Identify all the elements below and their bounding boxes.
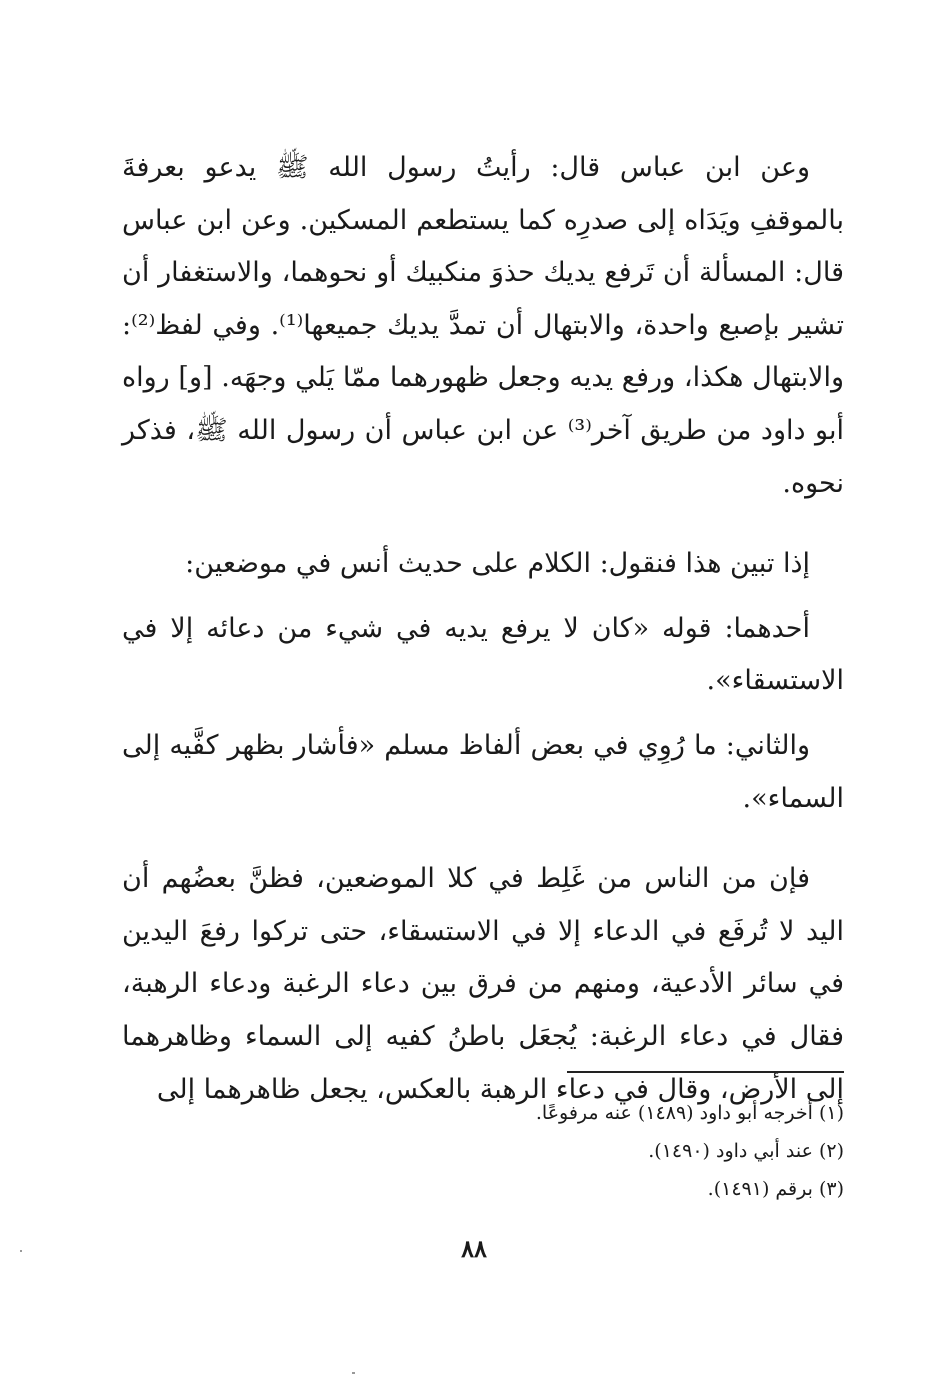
- paragraph-first-point: أحدهما: قوله «كان لا يرفع يديه في شيء من دعائه إلا في الاستسقاء».: [122, 612, 844, 697]
- footnote-divider: [567, 1071, 844, 1073]
- paragraph-second-point: والثاني: ما رُوِي في بعض ألفاظ مسلم «فأشار بظهر كفَّيه إلى السماء».: [122, 729, 844, 814]
- footnote-1: (١) أخرجه أبو داود (١٤٨٩) عنه مرفوعًا.: [535, 1102, 844, 1124]
- scan-speck: [20, 1250, 22, 1252]
- footnote-3: (٣) برقم (١٤٩١).: [707, 1178, 844, 1200]
- paragraph-intro: إذا تبين هذا فنقول: الكلام على حديث أنس في موضعين:: [185, 548, 810, 580]
- page-number: ٨٨: [461, 1234, 487, 1263]
- paragraph-discussion: فإن من الناس من غَلِط في كلا الموضعين، فظنَّ بعضُهم أن اليد لا تُرفَع في الدعاء إلا في الاستسقاء، حتى تركوا رفعَ اليدين في سائر الأدعية، ومنهم من فرق بين دعاء الرغبة ودعاء الرهبة، فقال في دعاء الرغبة: يُجعَل باطنُ كفيه إلى السماء وظاهرهما إلى الأرض، وقال في دعاء الرهبة بالعكس، يجعل ظاهرهما إلى: [122, 863, 844, 1105]
- scan-speck: [352, 1372, 355, 1374]
- footnote-2: (٢) عند أبي داود (١٤٩٠).: [648, 1140, 844, 1162]
- page-body: [122, 142, 844, 1144]
- footnotes: [344, 1094, 844, 1208]
- paragraph-ibn-abbas: وعن ابن عباس قال: رأيتُ رسول الله ﷺ يدعو بعرفةَ بالموقفِ ويَدَاه إلى صدرِه كما يستطعم المسكين. وعن ابن عباس قال: المسألة أن تَرفع يديك حذوَ منكبيك أو نحوهما، والاستغفار أن تشير بإصبع واحدة، والابتهال أن تمدَّ يديك جميعها⁽¹⁾. وفي لفظ⁽²⁾: والابتهال هكذا، ورفع يديه وجعل ظهورهما ممّا يَلي وجهَه. [و] رواه أبو داود من طريق آخر⁽³⁾ عن ابن عباس أن رسول الله ﷺ، فذكر نحوه.: [122, 152, 844, 499]
